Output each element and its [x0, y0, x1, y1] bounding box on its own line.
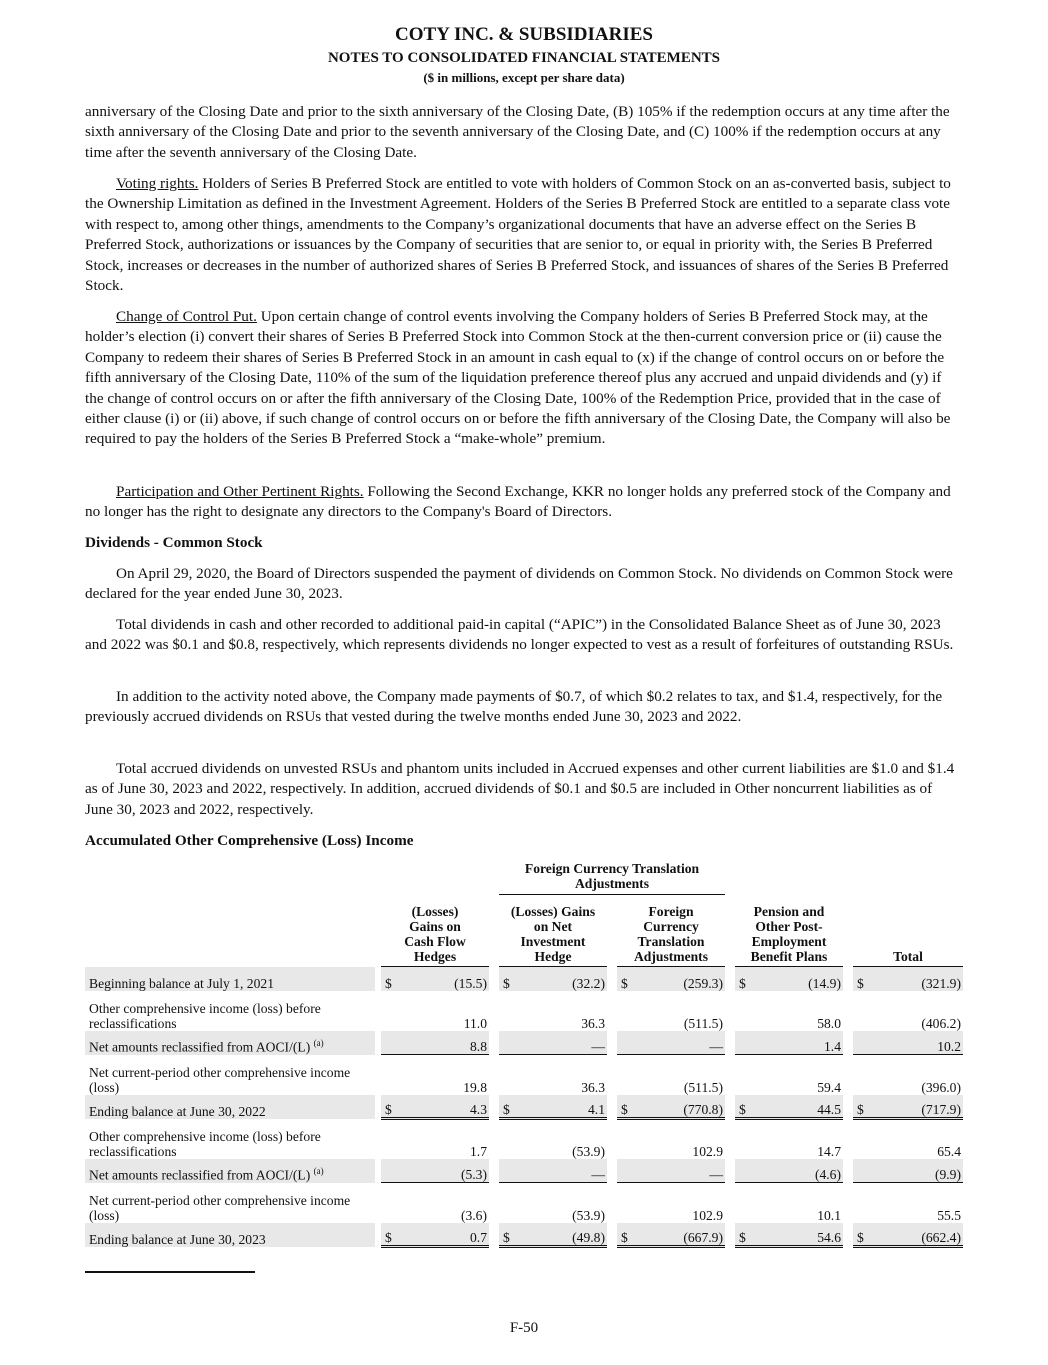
- participation-title: Participation and Other Pertinent Rights.: [116, 483, 364, 500]
- cell-value: (770.8): [683, 1102, 723, 1117]
- table-row: [85, 1183, 963, 1223]
- currency-symbol: $: [621, 975, 628, 991]
- dividends-heading: Dividends - Common Stock: [85, 534, 263, 551]
- cell-value: 54.6: [817, 1230, 841, 1245]
- redemption-text: anniversary of the Closing Date and prior to the sixth anniversary of the Closing Date, (B) 105% if the redemption occurs at any time after the sixth anniversary of the Closing Date and prior to the seventh anniversary of the Closing Date, and (C) 100% if the redemption occurs at any time after the seventh anniversary of the Closing Date.: [85, 103, 950, 161]
- table-cell: [381, 1183, 489, 1223]
- cell-value: (667.9): [683, 1230, 723, 1245]
- cell-value: (4.6): [814, 1167, 841, 1182]
- currency-symbol: $: [857, 1230, 864, 1245]
- row-label: Net amounts reclassified from AOCI/(L) $^{(a)}$: [85, 1159, 375, 1183]
- aoci-heading-block: [85, 831, 963, 851]
- cell-value: (259.3): [683, 975, 723, 991]
- cell-value: 102.9: [692, 1143, 723, 1159]
- cell-value: (14.9): [808, 975, 841, 991]
- cell-value: 4.3: [470, 1102, 487, 1117]
- col-header-cash-flow-hedges: (Losses) Gains on Cash Flow Hedges: [381, 895, 489, 967]
- table-cell: [853, 991, 963, 1031]
- table-cell: [499, 967, 607, 991]
- cell-value: (511.5): [683, 1015, 723, 1031]
- table-cell: [853, 1183, 963, 1223]
- dividends-text-4: Total accrued dividends on unvested RSUs and phantom units included in Accrued expenses and other current liabilities are $1.0 and $1.4 as of June 30, 2023 and 2022, respectively. In addition, accrued dividends of $0.1 and $0.5 are included in Other noncurrent liabilities as of June 30, 2023 and 2022, respectively.: [85, 760, 955, 818]
- row-label: Beginning balance at July 1, 2021: [85, 967, 375, 991]
- currency-symbol: $: [503, 1230, 510, 1245]
- dividends-text-3: In addition to the activity noted above, the Company made payments of $0.7, of which $0.2 relates to tax, and $1.4, respectively, for the previously accrued dividends on RSUs that vested during the twelve months ended June 30, 2023 and 2022.: [85, 688, 943, 726]
- table-cell: [735, 991, 843, 1031]
- table-cell: [853, 1119, 963, 1159]
- voting-rights-title: Voting rights.: [116, 175, 199, 192]
- change-of-control-title: Change of Control Put.: [116, 308, 257, 325]
- table-cell: [735, 1055, 843, 1095]
- currency-symbol: $: [857, 1102, 864, 1117]
- cell-value: 19.8: [463, 1079, 487, 1095]
- cell-value: (396.0): [921, 1079, 961, 1095]
- cell-value: 14.7: [817, 1143, 841, 1159]
- units-note: ($ in millions, except per share data): [423, 70, 625, 85]
- cell-value: (32.2): [572, 975, 605, 991]
- paragraph-redemption: [85, 102, 963, 163]
- table-cell: [735, 1223, 843, 1247]
- cell-value: (3.6): [460, 1207, 487, 1223]
- row-label: Net current-period other comprehensive income (loss): [89, 1192, 351, 1223]
- cell-value: (49.8): [572, 1230, 605, 1245]
- table-cell: [499, 1095, 607, 1119]
- cell-value: 10.1: [817, 1207, 841, 1223]
- table-cell: [381, 1159, 489, 1183]
- currency-symbol: $: [739, 1230, 746, 1245]
- cell-value: 8.8: [470, 1039, 487, 1054]
- aoci-table: [85, 861, 963, 1248]
- cell-value: 36.3: [581, 1079, 605, 1095]
- table-cell: [735, 1095, 843, 1119]
- table-cell: [617, 1159, 725, 1183]
- table-cell: [735, 967, 843, 991]
- table-cell: [617, 1223, 725, 1247]
- col-header-fx-translation: Foreign Currency Translation Adjustments: [617, 895, 725, 967]
- voting-rights-text: Holders of Series B Preferred Stock are entitled to vote with holders of Common Stock on an as-converted basis, subject to the Ownership Limitation as defined in the Investment Agreement. Holders of the Series B Preferred Stock are entitled to a separate class vote with respect to, among other things, amendments to the Company’s organizational documents that have an adverse effect on the Series B Preferred Stock, authorizations or issuances by the Company of securities that are senior to, or equal in priority with, the Series B Preferred Stock, increases or decreases in the number of authorized shares of Series B Preferred Stock, and issuances of shares of the Series B Preferred Stock.: [85, 175, 951, 295]
- table-cell: [617, 1095, 725, 1119]
- cell-value: (511.5): [683, 1079, 723, 1095]
- cell-value: 4.1: [588, 1102, 605, 1117]
- table-row: [85, 1095, 963, 1119]
- paragraph-voting-rights: [85, 174, 963, 296]
- table-row: [85, 967, 963, 991]
- row-label: Other comprehensive income (loss) before reclassifications: [89, 1000, 321, 1031]
- cell-value: 59.4: [817, 1079, 841, 1095]
- cell-value: 102.9: [692, 1207, 723, 1223]
- cell-value: (5.3): [460, 1167, 487, 1182]
- table-cell: [499, 1055, 607, 1095]
- table-row: [85, 1159, 963, 1183]
- table-cell: [381, 967, 489, 991]
- row-label: Net current-period other comprehensive income (loss): [89, 1064, 351, 1095]
- table-cell: [381, 1031, 489, 1055]
- cell-value: —: [709, 1039, 723, 1054]
- table-row: [85, 991, 963, 1031]
- table-cell: [381, 1055, 489, 1095]
- table-cell: [853, 1095, 963, 1119]
- cell-value: (321.9): [921, 975, 961, 991]
- row-label: Ending balance at June 30, 2022: [85, 1095, 375, 1119]
- col-header-pension: Pension and Other Post-Employment Benefit Plans: [735, 895, 843, 967]
- row-label: Other comprehensive income (loss) before reclassifications: [89, 1128, 321, 1159]
- paragraph-dividends-4: [85, 759, 963, 820]
- dividends-text-2: Total dividends in cash and other recorded to additional paid-in capital (“APIC”) in the Consolidated Balance Sheet as of June 30, 2023 and 2022 was $0.1 and $0.8, respectively, which represents dividends no longer expected to vest as a result of forfeitures of outstanding RSUs.: [85, 616, 954, 654]
- cell-value: 11.0: [463, 1015, 487, 1031]
- table-row: [85, 1119, 963, 1159]
- table-cell: [499, 991, 607, 1031]
- table-cell: [853, 1159, 963, 1183]
- currency-symbol: $: [621, 1102, 628, 1117]
- cell-value: 1.7: [470, 1143, 487, 1159]
- table-row: [85, 1031, 963, 1055]
- table-group-header-row: [85, 861, 963, 895]
- paragraph-change-of-control: [85, 307, 963, 450]
- currency-symbol: $: [739, 1102, 746, 1117]
- cell-value: (717.9): [921, 1102, 961, 1117]
- dividends-text-1: On April 29, 2020, the Board of Directors suspended the payment of dividends on Common Stock. No dividends on Common Stock were declared for the year ended June 30, 2023.: [85, 565, 953, 603]
- currency-symbol: $: [621, 1230, 628, 1245]
- paragraph-dividends-2: [85, 615, 963, 656]
- row-label: Net amounts reclassified from AOCI/(L) $^{(a)}$: [85, 1031, 375, 1055]
- footnote-marker: (a): [313, 1165, 324, 1176]
- col-header-total: Total: [853, 895, 963, 967]
- cell-value: (662.4): [921, 1230, 961, 1245]
- paragraph-dividends-3: [85, 687, 963, 728]
- table-row: [85, 1055, 963, 1095]
- cell-value: 36.3: [581, 1015, 605, 1031]
- table-cell: [381, 1223, 489, 1247]
- table-cell: [499, 1223, 607, 1247]
- currency-symbol: $: [385, 1230, 392, 1245]
- notes-subtitle: NOTES TO CONSOLIDATED FINANCIAL STATEMENTS: [327, 50, 721, 66]
- table-cell: [617, 991, 725, 1031]
- participation-text: Following the Second Exchange, KKR no longer holds any preferred stock of the Company and no longer has the right to designate any directors to the Company's Board of Directors.: [85, 483, 951, 521]
- cell-value: 65.4: [937, 1143, 961, 1159]
- row-label: Ending balance at June 30, 2023: [85, 1223, 375, 1247]
- col-header-net-investment-hedge: (Losses) Gains on Net Investment Hedge: [499, 895, 607, 967]
- company-title: COTY INC. & SUBSIDIARIES: [395, 24, 653, 45]
- currency-symbol: $: [503, 975, 510, 991]
- table-row: [85, 1223, 963, 1247]
- table-cell: [735, 1183, 843, 1223]
- currency-symbol: $: [385, 1102, 392, 1117]
- cell-value: (53.9): [572, 1143, 605, 1159]
- cell-value: —: [591, 1039, 605, 1054]
- table-cell: [853, 1055, 963, 1095]
- table-cell: [617, 1119, 725, 1159]
- cell-value: (15.5): [454, 975, 487, 991]
- cell-value: —: [591, 1167, 605, 1182]
- table-cell: [735, 1159, 843, 1183]
- table-cell: [617, 967, 725, 991]
- cell-value: 10.2: [937, 1039, 961, 1054]
- table-cell: [499, 1183, 607, 1223]
- table-cell: [617, 1183, 725, 1223]
- table-cell: [381, 991, 489, 1031]
- table-cell: [853, 967, 963, 991]
- currency-symbol: $: [857, 975, 864, 991]
- currency-symbol: $: [385, 975, 392, 991]
- table-cell: [499, 1119, 607, 1159]
- footnote-separator: [85, 1271, 255, 1273]
- cell-value: (406.2): [921, 1015, 961, 1031]
- cell-value: 0.7: [470, 1230, 487, 1245]
- table-cell: [735, 1031, 843, 1055]
- cell-value: 55.5: [937, 1207, 961, 1223]
- aoci-heading: Accumulated Other Comprehensive (Loss) Income: [85, 832, 414, 849]
- table-cell: [381, 1119, 489, 1159]
- cell-value: (53.9): [572, 1207, 605, 1223]
- cell-value: 1.4: [824, 1039, 841, 1054]
- table-cell: [853, 1031, 963, 1055]
- page-number: F-50: [509, 1320, 539, 1336]
- group-header-fx: Foreign Currency Translation Adjustments: [499, 861, 725, 895]
- paragraph-dividends-1: [85, 564, 963, 605]
- dividends-heading-block: [85, 533, 963, 553]
- table-cell: [381, 1095, 489, 1119]
- cell-value: (9.9): [934, 1167, 961, 1182]
- table-cell: [499, 1159, 607, 1183]
- table-cell: [617, 1055, 725, 1095]
- currency-symbol: $: [503, 1102, 510, 1117]
- cell-value: 58.0: [817, 1015, 841, 1031]
- currency-symbol: $: [739, 975, 746, 991]
- cell-value: 44.5: [817, 1102, 841, 1117]
- change-of-control-text: Upon certain change of control events involving the Company holders of Series B Preferred Stock may, at the holder’s election (i) convert their shares of Series B Preferred Stock into Common Stock at the then-current conversion price or (ii) cause the Company to redeem their shares of Series B Preferred Stock in an amount in cash equal to (x) if the change of control occurs on or before the fifth anniversary of the Closing Date, 110% of the sum of the liquidation preference thereof plus any accrued and unpaid dividends and (y) if the change of control occurs on or after the fifth anniversary of the Closing Date, 100% of the Redemption Price, provided that in the case of either clause (i) or (ii) above, if such change of control occurs on or before the fifth anniversary of the Closing Date, the Company will also be required to pay the holders of the Series B Preferred Stock a “make-whole” premium.: [85, 308, 951, 448]
- footnote-marker: (a): [313, 1037, 324, 1048]
- table-cell: [499, 1031, 607, 1055]
- table-column-header-row: [85, 895, 963, 967]
- table-cell: [853, 1223, 963, 1247]
- table-cell: [617, 1031, 725, 1055]
- paragraph-participation: [85, 482, 963, 523]
- table-cell: [735, 1119, 843, 1159]
- cell-value: —: [709, 1167, 723, 1182]
